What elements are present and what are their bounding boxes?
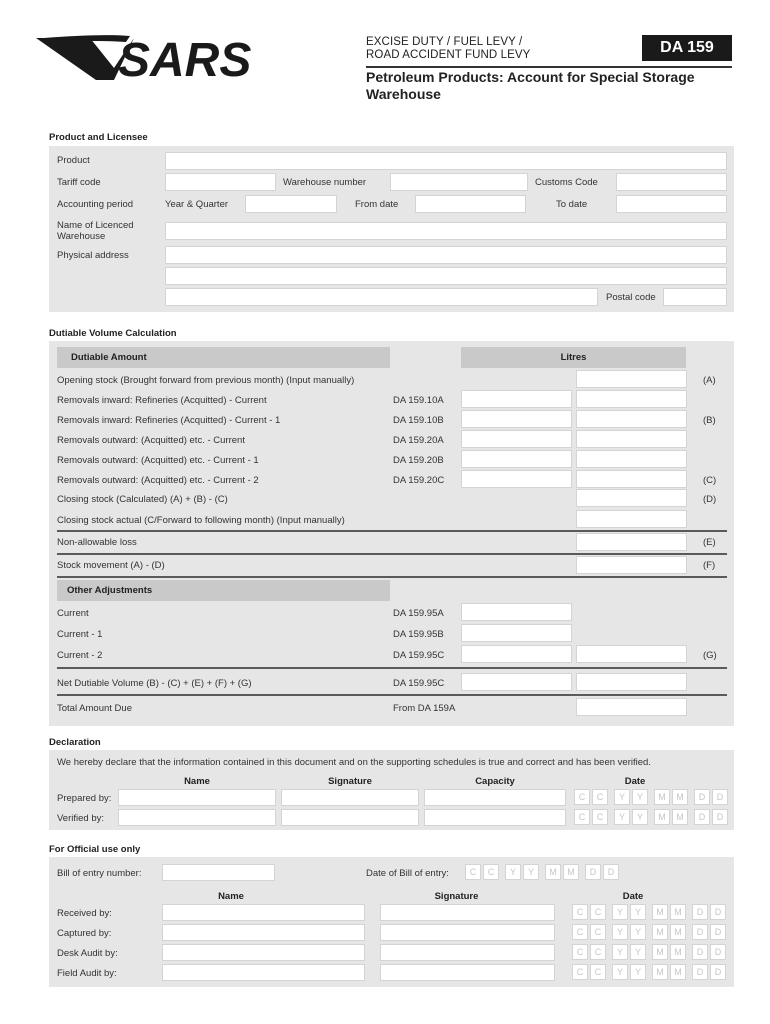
to-date-input[interactable] <box>616 195 727 213</box>
to-date-label: To date <box>556 199 588 210</box>
bill-entry-number-input[interactable] <box>162 864 275 881</box>
received-by-signature-input[interactable] <box>380 904 555 921</box>
row-code: DA 159.20B <box>393 455 444 466</box>
bill-entry-date-label: Date of Bill of entry: <box>366 868 449 879</box>
net-dutiable-label: Net Dutiable Volume (B) - (C) + (E) + (F) + (G) <box>57 678 252 689</box>
physical-address-input-3[interactable] <box>165 288 598 306</box>
date-char-cell[interactable]: Y <box>614 809 630 825</box>
verified-by-label: Verified by: <box>57 813 104 824</box>
adjust-row-code: DA 159.95B <box>393 629 444 640</box>
sars-logo <box>34 28 260 86</box>
product-input[interactable] <box>165 152 727 170</box>
date-char-cell[interactable]: Y <box>630 924 646 940</box>
date-char-cell[interactable]: Y <box>612 944 628 960</box>
row-code: DA 159.10A <box>393 395 444 406</box>
title-line-2: Warehouse <box>366 86 441 102</box>
accounting-period-label: Accounting period <box>57 199 134 210</box>
customs-code-input[interactable] <box>616 173 727 191</box>
date-char-cell[interactable]: C <box>572 944 588 960</box>
date-char-cell[interactable]: M <box>654 809 670 825</box>
date-char-cell[interactable]: M <box>654 789 670 805</box>
date-char-cell[interactable]: D <box>694 809 710 825</box>
date-char-cell[interactable]: C <box>590 964 606 980</box>
date-char-cell[interactable]: Y <box>612 964 628 980</box>
row-mark: (A) <box>703 375 716 386</box>
adjust-row-label: Current - 1 <box>57 629 103 640</box>
physical-address-input-2[interactable] <box>165 267 727 285</box>
captured-by-signature-input[interactable] <box>380 924 555 941</box>
non-allowable-loss-label: Non-allowable loss <box>57 537 137 548</box>
date-char-cell[interactable]: D <box>694 789 710 805</box>
verified-by-name-input[interactable] <box>118 809 276 826</box>
net-dutiable-code: DA 159.95C <box>393 678 445 689</box>
date-char-cell[interactable]: Y <box>505 864 521 880</box>
stock-movement-label: Stock movement (A) - (D) <box>57 560 165 571</box>
date-char-cell[interactable]: C <box>574 789 590 805</box>
adjust-current-2-input[interactable] <box>461 645 572 663</box>
captured-by-label: Captured by: <box>57 928 112 939</box>
date-char-cell[interactable]: Y <box>632 809 648 825</box>
date-char-cell[interactable]: M <box>670 964 686 980</box>
row-mark: (D) <box>703 494 717 505</box>
date-char-cell[interactable]: M <box>652 924 668 940</box>
separator <box>57 530 727 532</box>
page-title <box>366 69 746 103</box>
date-char-cell[interactable]: M <box>670 924 686 940</box>
opening-stock-input[interactable] <box>576 370 687 388</box>
removals-outward-current-input[interactable] <box>461 430 572 448</box>
stock-movement-input[interactable] <box>576 556 687 574</box>
date-char-cell[interactable]: D <box>603 864 619 880</box>
row-label: Opening stock (Brought forward from previous month) (Input manually) <box>57 375 355 386</box>
decl-signature-header: Signature <box>328 776 372 787</box>
removals-outward-current-1-input[interactable] <box>461 450 572 468</box>
official-name-header: Name <box>218 891 244 902</box>
removals-outward-current-total[interactable] <box>576 430 687 448</box>
date-char-cell[interactable]: Y <box>612 904 628 920</box>
total-amount-due-code: From DA 159A <box>393 703 456 714</box>
verified-by-signature-input[interactable] <box>281 809 419 826</box>
field-audit-by-signature-input[interactable] <box>380 964 555 981</box>
date-char-cell[interactable]: M <box>672 809 688 825</box>
product-label: Product <box>57 155 90 166</box>
net-dutiable-input[interactable] <box>461 673 572 691</box>
date-char-cell[interactable]: D <box>712 789 728 805</box>
header-line-1: EXCISE DUTY / FUEL LEVY / <box>366 36 523 48</box>
removals-inward-current-1-input[interactable] <box>461 410 572 428</box>
row-code: DA 159.20A <box>393 435 444 446</box>
received-by-label: Received by: <box>57 908 112 919</box>
date-char-cell[interactable]: C <box>465 864 481 880</box>
row-label: Closing stock (Calculated) (A) + (B) - (C) <box>57 494 228 505</box>
prepared-by-label: Prepared by: <box>57 793 112 804</box>
adjust-current-1-input[interactable] <box>461 624 572 642</box>
form-number-badge: DA 159 <box>642 35 732 61</box>
title-line-1: Petroleum Products: Account for Special Storage <box>366 69 695 85</box>
decl-capacity-header: Capacity <box>475 776 515 787</box>
removals-outward-current-2-input[interactable] <box>461 470 572 488</box>
licensed-warehouse-label: Name of Licenced Warehouse <box>57 220 134 242</box>
section-title-product: Product and Licensee <box>49 132 148 143</box>
svg-text:SARS: SARS <box>118 34 252 86</box>
header-rule <box>366 66 732 68</box>
postal-code-input[interactable] <box>663 288 727 306</box>
row-label: Removals outward: (Acquitted) etc. - Current - 2 <box>57 475 259 486</box>
row-code: DA 159.10B <box>393 415 444 426</box>
adjust-row-label: Current <box>57 608 89 619</box>
removals-inward-current-input[interactable] <box>461 390 572 408</box>
separator <box>57 576 727 578</box>
official-signature-header: Signature <box>434 891 479 902</box>
date-char-cell[interactable]: Y <box>632 789 648 805</box>
closing-stock-calculated-input[interactable] <box>576 489 687 507</box>
physical-address-input-1[interactable] <box>165 246 727 264</box>
date-char-cell[interactable]: C <box>574 809 590 825</box>
tariff-code-input[interactable] <box>165 173 276 191</box>
row-code: DA 159.20C <box>393 475 445 486</box>
verified-by-capacity-input[interactable] <box>424 809 566 826</box>
row-mark: (C) <box>703 475 717 486</box>
total-amount-due-input[interactable] <box>576 698 687 716</box>
date-char-cell[interactable]: Y <box>612 924 628 940</box>
physical-address-label: Physical address <box>57 250 129 261</box>
field-audit-by-name-input[interactable] <box>162 964 365 981</box>
warehouse-number-input[interactable] <box>390 173 528 191</box>
date-char-cell[interactable]: C <box>572 924 588 940</box>
non-allowable-loss-input[interactable] <box>576 533 687 551</box>
date-char-cell[interactable]: M <box>652 904 668 920</box>
date-char-cell[interactable]: M <box>672 789 688 805</box>
date-char-cell[interactable]: M <box>652 964 668 980</box>
removals-outward-current-1-total[interactable] <box>576 450 687 468</box>
date-char-cell[interactable]: D <box>710 964 726 980</box>
official-date-header: Date <box>622 891 644 902</box>
row-label: Closing stock actual (C/Forward to following month) (Input manually) <box>57 515 345 526</box>
row-label: Removals outward: (Acquitted) etc. - Current <box>57 435 245 446</box>
date-char-cell[interactable]: Y <box>630 904 646 920</box>
dutiable-amount-header: Dutiable Amount <box>57 347 390 368</box>
date-char-cell[interactable]: D <box>692 904 708 920</box>
closing-stock-actual-input[interactable] <box>576 510 687 528</box>
prepared-by-signature-input[interactable] <box>281 789 419 806</box>
date-char-cell[interactable]: C <box>483 864 499 880</box>
row-label: Removals outward: (Acquitted) etc. - Current - 1 <box>57 455 259 466</box>
adjust-total-input[interactable] <box>576 645 687 663</box>
section-title-dutiable: Dutiable Volume Calculation <box>49 328 177 339</box>
received-by-name-input[interactable] <box>162 904 365 921</box>
adjust-row-label: Current - 2 <box>57 650 103 661</box>
date-char-cell[interactable]: M <box>670 904 686 920</box>
date-char-cell[interactable]: C <box>592 809 608 825</box>
date-char-cell[interactable]: M <box>545 864 561 880</box>
customs-code-label: Customs Code <box>535 177 598 188</box>
stock-movement-mark: (F) <box>703 560 716 571</box>
date-char-cell[interactable]: M <box>563 864 579 880</box>
sars-logo-icon <box>34 28 260 86</box>
net-dutiable-total[interactable] <box>576 673 687 691</box>
row-mark: (B) <box>703 415 716 426</box>
date-char-cell[interactable]: C <box>590 904 606 920</box>
section-title-official: For Official use only <box>49 844 141 855</box>
date-char-cell[interactable]: C <box>572 904 588 920</box>
separator <box>57 667 727 669</box>
date-char-cell[interactable]: C <box>590 944 606 960</box>
date-char-cell[interactable]: Y <box>630 944 646 960</box>
declaration-text: We hereby declare that the information contained in this document and on the supporting schedules is true and correct and has been verified. <box>57 757 651 768</box>
litres-header: Litres <box>461 347 686 368</box>
adjust-mark: (G) <box>703 650 717 661</box>
postal-code-label: Postal code <box>606 292 656 303</box>
year-quarter-input[interactable] <box>245 195 337 213</box>
prepared-by-name-input[interactable] <box>118 789 276 806</box>
adjust-row-code: DA 159.95A <box>393 608 444 619</box>
date-char-cell[interactable]: Y <box>523 864 539 880</box>
removals-inward-current-total[interactable] <box>576 390 687 408</box>
date-char-cell[interactable]: Y <box>614 789 630 805</box>
date-char-cell[interactable]: D <box>710 924 726 940</box>
date-char-cell[interactable]: D <box>710 944 726 960</box>
tariff-code-label: Tariff code <box>57 177 101 188</box>
prepared-by-capacity-input[interactable] <box>424 789 566 806</box>
other-adjustments-header: Other Adjustments <box>57 580 390 601</box>
desk-audit-by-label: Desk Audit by: <box>57 948 118 959</box>
header-line-2: ROAD ACCIDENT FUND LEVY <box>366 49 531 61</box>
desk-audit-by-signature-input[interactable] <box>380 944 555 961</box>
total-amount-due-label: Total Amount Due <box>57 703 132 714</box>
date-char-cell[interactable]: M <box>670 944 686 960</box>
date-char-cell[interactable]: D <box>692 944 708 960</box>
date-char-cell[interactable]: C <box>590 924 606 940</box>
row-label: Removals inward: Refineries (Acquitted) - Current <box>57 395 267 406</box>
from-date-label: From date <box>355 199 399 210</box>
year-quarter-label: Year & Quarter <box>165 199 229 210</box>
decl-date-header: Date <box>624 776 646 787</box>
licensed-warehouse-input[interactable] <box>165 222 727 240</box>
captured-by-name-input[interactable] <box>162 924 365 941</box>
from-date-input[interactable] <box>415 195 526 213</box>
date-char-cell[interactable]: D <box>710 904 726 920</box>
section-title-declaration: Declaration <box>49 737 101 748</box>
removals-outward-total[interactable] <box>576 470 687 488</box>
desk-audit-by-name-input[interactable] <box>162 944 365 961</box>
date-char-cell[interactable]: D <box>692 924 708 940</box>
adjust-row-code: DA 159.95C <box>393 650 445 661</box>
date-char-cell[interactable]: Y <box>630 964 646 980</box>
date-char-cell[interactable]: D <box>585 864 601 880</box>
date-char-cell[interactable]: C <box>572 964 588 980</box>
adjust-current-input[interactable] <box>461 603 572 621</box>
separator <box>57 553 727 555</box>
decl-name-header: Name <box>184 776 210 787</box>
date-char-cell[interactable]: M <box>652 944 668 960</box>
row-label: Removals inward: Refineries (Acquitted) - Current - 1 <box>57 415 281 426</box>
date-char-cell[interactable]: D <box>712 809 728 825</box>
removals-inward-total[interactable] <box>576 410 687 428</box>
non-allowable-loss-mark: (E) <box>703 537 716 548</box>
separator <box>57 694 727 696</box>
date-char-cell[interactable]: D <box>692 964 708 980</box>
field-audit-by-label: Field Audit by: <box>57 968 117 979</box>
warehouse-number-label: Warehouse number <box>283 177 367 188</box>
date-char-cell[interactable]: C <box>592 789 608 805</box>
bill-entry-number-label: Bill of entry number: <box>57 868 142 879</box>
